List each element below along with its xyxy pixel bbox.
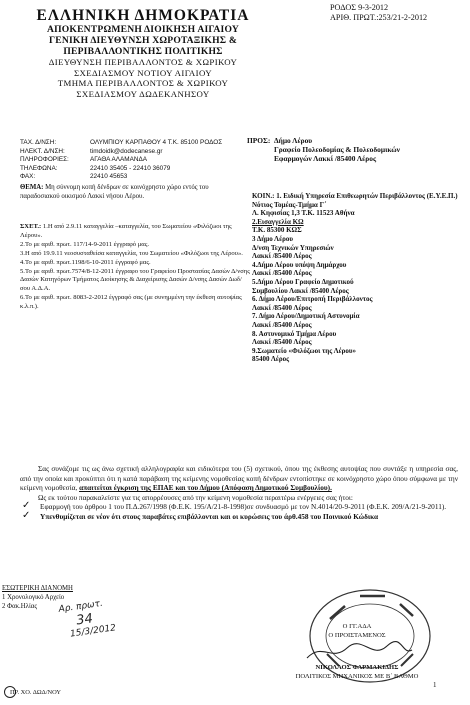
distribution-item: 2 Φακ.Ηλίας [2,602,38,610]
document-reference [330,3,427,23]
action-item: ✓ Εφαρμογή του άρθρου 1 του Π.Δ.267/1998 (Φ.Ε.Κ. 195/Α/21-8-1998)σε συνδυασμό με τον Ν.4014/20-9-2011 (Φ.Ε.Κ. 209/Α/21-9-2011). [22,500,447,512]
recipient-line: 7. Δήμο Λέρου/Δημοτική Αστυνομία [252,312,360,321]
subject-block [20,183,248,201]
recipient-line: Λακκί /85400 Λέρος [252,338,312,347]
handwritten-protocol-note: Αρ. πρωτ. 34 15/3/2012 [58,598,117,640]
department-title-2: ΣΧΕΔΙΑΣΜΟΥ ΔΩΔΕΚΑΝΗΣΟΥ [76,88,210,99]
recipient-line: 8. Αστυνομικό Τμήμα Λέρου [252,329,337,338]
document-date: ΡΟΔΟΣ 9-3-2012 [330,3,389,12]
action-item: ✓ Υπενθυμίζεται σε νέον ότι στους παραβάτες επιβάλλονται και οι κυρώσεις του άρθ.458 του Ποινικού Κώδικα [22,509,379,521]
related-item: 4.Το με αριθ. πρωτ.1198/6-10-2011 έγγραφό μας. [20,258,151,266]
recipient-line: 9.Σωματείο «Φιλόζωοι της Λέρου» [252,346,356,355]
recipient-line: 5.Δήμο Λέρου Γραφείο Δημοτικού [252,277,354,286]
department-title: ΤΜΗΜΑ ΠΕΡΙΒΑΛΛΟΝΤΟΣ & ΧΩΡΙΚΟΥ [57,78,229,88]
checkmark-icon: ✓ [22,500,31,512]
related-item: 3.Η από 19.9.11 νεοσυσταθείσα καταγγελία, του Σωματείου «Φιλόζωοι της Λέρου». [20,249,243,257]
recipient-line: 85400 Λέρος [252,355,290,364]
recipient-line: 2.Εισαγγελία ΚΩ [252,217,304,226]
body-paragraph: Ως εκ τούτου παρακαλείστε για τις απορρέουσες από την κείμενη νομοθεσία περαιτέρω ενέργειες σας ήτοι: [38,492,353,502]
recipient-line: 3 Δήμο Λέρου [252,234,293,243]
protocol-number: ΑΡΙΘ. ΠΡΩΤ.:253/21-2-2012 [330,13,428,22]
signature-line: Ο ΠΡΟΙΣΤΑΜΕΝΟΣ [328,631,386,639]
footer-code: ΠΡ. ΧΟ. ΔΩΔ/ΝΟΥ [10,689,62,696]
addressee-label: ΠΡΟΣ: [247,136,271,145]
issuer-header [18,8,268,99]
related-item: 5.Το με αριθ. πρωτ.7574/8-12-2011 έγγραφο του Γραφείου Προστασίας Δασών Δ/νσης Δασών Κατηγόρων Τμήματος Διοίκησης & Διαχείρισης Δασών Δ/νσης Δασών Δωδ/σου Α.Δ.Α. [20,267,250,293]
letter-body [20,464,458,522]
related-item: 2.Το με αριθ. πρωτ. 117/14-9-2011 έγγραφό μας. [20,240,149,248]
contact-block [20,139,222,182]
recipient-line: 6. Δήμο Λέρου/Επιτροπή Περιβάλλοντος [252,295,373,304]
recipient-line: Συμβουλίου Λακκί /85400 Λέρος [252,286,349,295]
recipient-line: Λακκί /85400 Λέρος [252,303,312,312]
checkmark-icon: ✓ [22,509,31,521]
subject-text: Μη σύννομη κοπή δένδρων σε κοινόχρηστο χώρο εντός του παραδοσιακού οικισμού Λακκί νήσου Λέρου. [20,184,209,200]
addressee-block [247,137,400,163]
body-emphasis: απαιτείται έγκριση της ΕΠΑΕ και του Δήμου (Απόφαση Δημοτικού Συμβουλίου). [79,483,332,493]
distribution-item: 1 Χρονολογικό Αρχείο [2,593,65,601]
contact-row: ΤΑΧ. Δ/ΝΣΗ: ΟΛΥΜΠΙΟΥ ΚΑΡΠΑΘΟΥ 4 Τ.Κ. 85100 ΡΟΔΟΣ [20,139,223,146]
related-item: 6.Το με αριθ. πρωτ. 8083-2-2012 έγγραφό σας (με συνημμένη την έκθεση αυτοψίας κ.λ.π.). [20,294,242,311]
contact-row: ΦΑΧ: 22410 45653 [20,173,128,181]
related-item: 1.Η από 2.9.11 καταγγελία –καταγγελία, του Σωματείου «Φιλόζωοι της Λέρου». [20,223,232,239]
related-documents [20,223,250,312]
body-paragraph: Σας συνάζομε τις ως άνω σχετική αλληλογραφία και ειδικότερα του (5) σχετικού, όπου της έκθεσης αυτοψίας που συντάξε η υπηρεσία σας, από την οποία και προκύπτει ότι η κατά παράβαση της κείμενης νομοθεσίας κοπή δένδρων εντοπίστηκε σε κοινόχρηστο χώρο όπου σύμφωνα με την κείμενη νομοθεσία, απαιτείται έγκριση της ΕΠΑΕ και του Δήμου (Απόφαση Δημοτικού Συμβουλίου). [20,464,458,493]
addressee-line: Γραφείο Πολεοδομίας & Πολεοδομικών [274,144,400,154]
authority-title: ΑΠΟΚΕΝΤΡΩΜΕΝΗ ΔΙΟΙΚΗΣΗ ΑΙΓΑΙΟΥ [46,24,240,35]
addressee-line: Εφαρμογών Λακκί /85400 Λέρος [274,153,377,163]
recipient-line: Λακκί /85400 Λέρος [252,252,312,261]
distribution-title: ΕΣΩΤΕΡΙΚΗ ΔΙΑΝΟΜΗ [2,585,73,592]
handwritten-signature [297,640,417,664]
contact-row: ΗΛΕΚΤ. Δ/ΝΣΗ: timdoidk@dodecanese.gr [20,147,163,155]
signatory-name: ΝΙΚΟΛΑΟΣ ΦΑΡΜΑΚΙΔΗΣ [315,664,399,672]
recipient-line: Δ/νση Τεχνικών Υπηρεσιών [252,243,334,252]
country-title: ΕΛΛΗΝΙΚΗ ΔΗΜΟΚΡΑΤΙΑ [36,7,250,24]
recipient-line: Λ. Κηφισίας 1,3 Τ.Κ. 11523 Αθήνα [252,209,355,218]
directorate-title-2: ΣΧΕΔΙΑΣΜΟΥ ΝΟΤΙΟΥ ΑΙΓΑΙΟΥ [73,67,213,78]
recipient-line: Λακκί /85400 Λέρος [252,320,312,329]
directorate-general-title-2: ΠΕΡΙΒΑΛΛΟΝΤΙΚΗΣ ΠΟΛΙΤΙΚΗΣ [63,46,223,57]
page-number: 1 [433,681,437,689]
recipient-line: Τ.Κ. 85300 ΚΩΣ [252,226,302,235]
addressee-line: Δήμο Λέρου [274,136,313,145]
recipient-line: Λακκί /85400 Λέρος [252,269,312,278]
signature-block [262,623,452,681]
recipient-line: Νότιος Τομέας-Τμήμα Γ΄ [252,200,327,209]
related-label: ΣΧΕΤ.: [20,223,42,230]
signature-line: Ο ΓΓ.ΑΔΑ [342,623,372,630]
contact-row: ΤΗΛΕΦΩΝΑ: 22410 35405 - 22410 36079 [20,164,171,172]
directorate-general-title: ΓΕΝΙΚΗ ΔΙΕΥΘΥΝΣΗ ΧΩΡΟΤΑΞΙΚΗΣ & [48,35,238,46]
recipient-line: 4.Δήμο Λέρου υπόψη Δημάρχου [252,260,347,269]
copy-recipients [252,192,462,364]
directorate-title: ΔΙΕΥΘΥΝΣΗ ΠΕΡΙΒΑΛΛΟΝΤΟΣ & ΧΩΡΙΚΟΥ [48,57,238,67]
signatory-role: ΠΟΛΙΤΙΚΟΣ ΜΗΧΑΝΙΚΟΣ ΜΕ Β΄ ΒΑΘΜΟ [295,672,419,680]
contact-row: ΠΛΗΡΟΦΟΡΙΕΣ: ΑΓΑΘΑ ΑΛΑΜΑΝΔΑ [20,156,148,164]
subject-label: ΘΕΜΑ: [20,184,44,191]
recipient-line: 1. Ειδική Υπηρεσία Επιθεωρητών Περιβάλλοντος (Ε.Υ.Ε.Π.) [276,192,458,200]
recipients-label: ΚΟΙΝ.: [252,192,275,200]
